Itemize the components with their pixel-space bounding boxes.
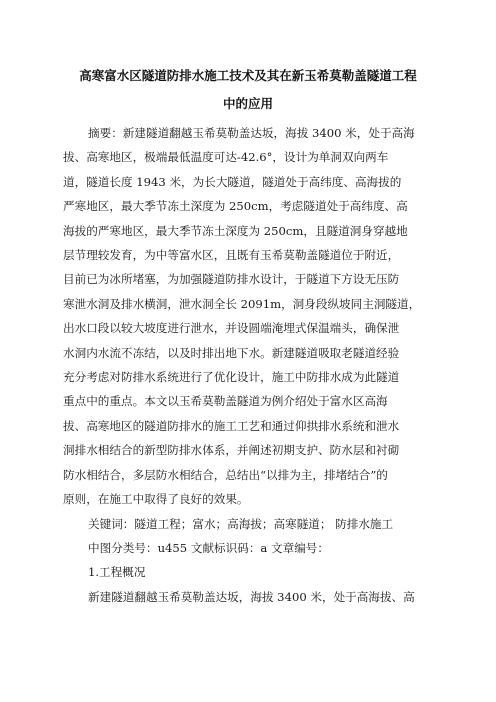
abstract-line: 防水相结合，多层防水相结合，总结出“以排为主，排堵结合”的 [63, 467, 388, 482]
document-title-line-2: 中的应用 [222, 96, 273, 111]
section-heading: 1.工程概况 [88, 565, 146, 580]
document-title-line-1: 高寒富水区隧道防排水施工技术及其在新玉希莫勒盖隧道工程 [79, 68, 417, 83]
abstract-line: 海拔的严寒地区，最大季节冻土深度为 250cm，且隧道洞身穿越地 [63, 223, 408, 238]
abstract-line: 洞排水相结合的新型防排水体系，并阐述初期支护、防水层和衬砌 [63, 443, 400, 458]
abstract-line: 寒泄水洞及排水横洞，泄水洞全长 2091m，洞身段纵坡同主洞隧道， [63, 296, 421, 311]
section-paragraph-line: 新建隧道翻越玉希莫勒盖达坂，海拔 3400 米，处于高海拔、高 [88, 589, 415, 604]
abstract-line: 重点中的重点。本文以玉希莫勒盖隧道为例介绍处于富水区高海 [63, 394, 388, 409]
abstract-line: 原则，在施工中取得了良好的效果。 [63, 492, 249, 507]
abstract-line: 拔、高寒地区，极端最低温度可达-42.6°，设计为单洞双向两车 [63, 150, 389, 165]
abstract-line: 目前已为冰所堵塞，为加强隧道防排水设计，于隧道下方设无压防 [63, 272, 400, 287]
classification-line: 中图分类号：u455 文献标识码：a 文章编号： [88, 540, 329, 555]
abstract-line: 严寒地区，最大季节冻土深度为 250cm，考虑隧道处于高纬度、高 [63, 199, 408, 214]
abstract-line: 道，隧道长度 1943 米，为长大隧道，隧道处于高纬度、高海拔的 [63, 174, 402, 189]
document-body [63, 121, 422, 609]
abstract-line: 层节理较发育，为中等富水区，且既有玉希莫勒盖隧道位于附近， [63, 248, 400, 263]
abstract-line: 出水口段以较大坡度进行泄水，并设圆端淹埋式保温端头，确保泄 [63, 321, 400, 336]
abstract-line: 拔、高寒地区的隧道防排水的施工工艺和通过仰拱排水系统和泄水 [63, 418, 400, 433]
abstract-line: 充分考虑对防排水系统进行了优化设计，施工中防排水成为此隧道 [63, 370, 400, 385]
abstract-line: 水洞内水流不冻结，以及时排出地下水。新建隧道吸取老隧道经验 [63, 345, 400, 360]
keywords-line: 关键词：隧道工程；富水；高海拔；高寒隧道； 防排水施工 [88, 516, 394, 531]
abstract-line: 摘要：新建隧道翻越玉希莫勒盖达坂，海拔 3400 米，处于高海 [88, 126, 415, 140]
